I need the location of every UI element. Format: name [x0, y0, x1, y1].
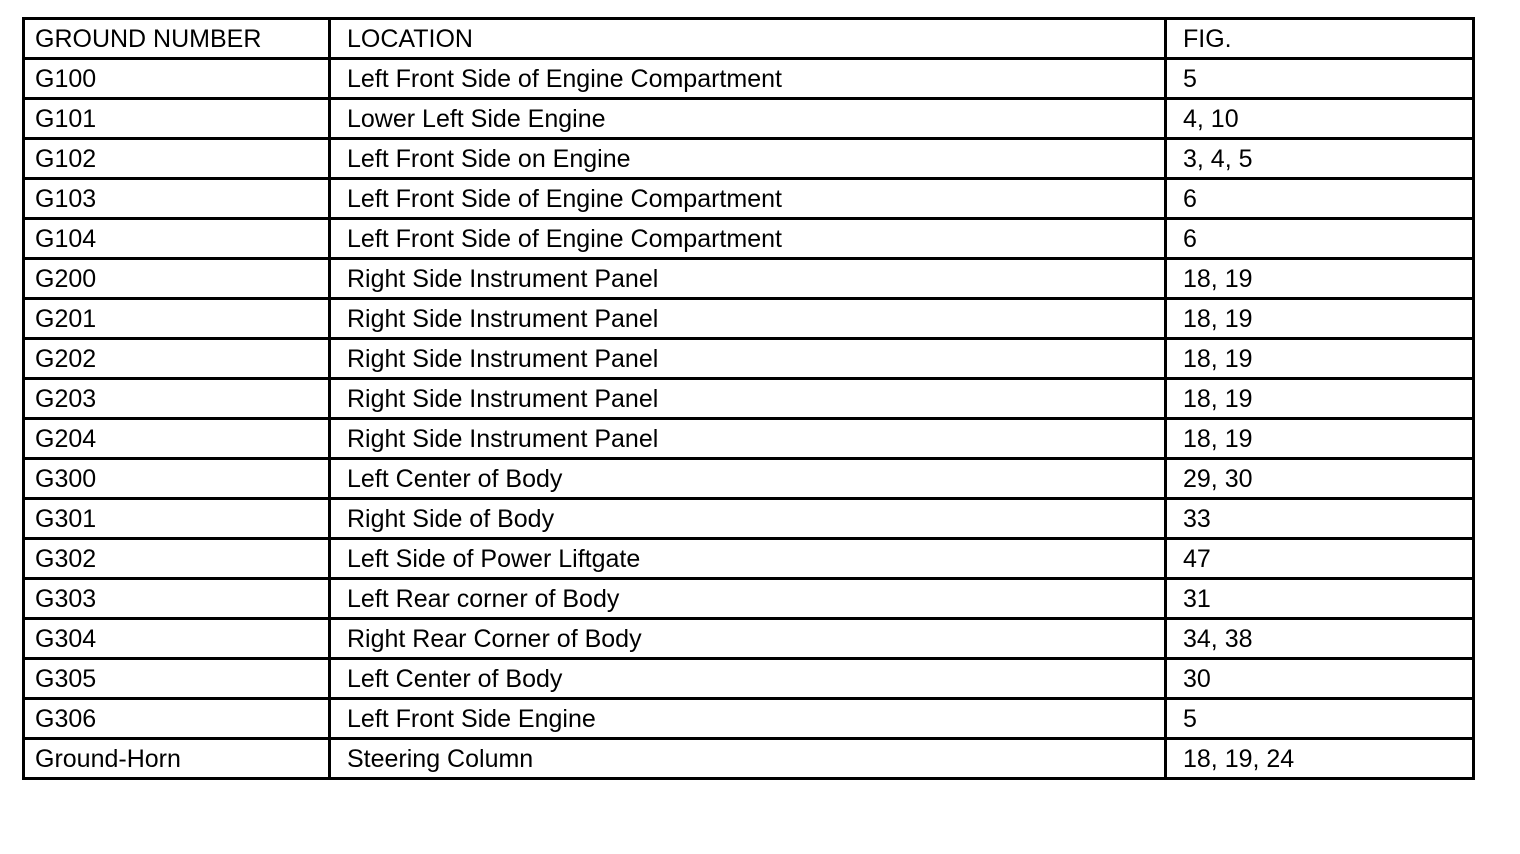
cell-location: Right Side Instrument Panel — [330, 419, 1166, 459]
cell-fig: 4, 10 — [1166, 99, 1474, 139]
table-row — [24, 299, 1474, 339]
cell-ground-number: G306 — [24, 699, 330, 739]
table-row — [24, 259, 1474, 299]
cell-fig: 18, 19 — [1166, 419, 1474, 459]
table-row — [24, 219, 1474, 259]
cell-ground-number: G201 — [24, 299, 330, 339]
cell-fig: 18, 19, 24 — [1166, 739, 1474, 779]
table-row — [24, 139, 1474, 179]
table-row — [24, 579, 1474, 619]
cell-fig: 47 — [1166, 539, 1474, 579]
cell-location: Steering Column — [330, 739, 1166, 779]
table-row — [24, 59, 1474, 99]
table-header-row — [24, 19, 1474, 59]
cell-location: Right Side Instrument Panel — [330, 259, 1166, 299]
cell-location: Left Front Side of Engine Compartment — [330, 59, 1166, 99]
cell-ground-number: G202 — [24, 339, 330, 379]
cell-fig: 3, 4, 5 — [1166, 139, 1474, 179]
cell-location: Left Front Side of Engine Compartment — [330, 219, 1166, 259]
table-row — [24, 379, 1474, 419]
cell-fig: 33 — [1166, 499, 1474, 539]
table-row — [24, 739, 1474, 779]
cell-location: Right Rear Corner of Body — [330, 619, 1166, 659]
cell-ground-number: G302 — [24, 539, 330, 579]
cell-fig: 6 — [1166, 179, 1474, 219]
cell-ground-number: G203 — [24, 379, 330, 419]
cell-ground-number: G301 — [24, 499, 330, 539]
cell-fig: 29, 30 — [1166, 459, 1474, 499]
cell-location: Left Rear corner of Body — [330, 579, 1166, 619]
cell-ground-number: G103 — [24, 179, 330, 219]
table-row — [24, 459, 1474, 499]
cell-fig: 6 — [1166, 219, 1474, 259]
cell-location: Left Front Side on Engine — [330, 139, 1166, 179]
table-row — [24, 99, 1474, 139]
cell-ground-number: G300 — [24, 459, 330, 499]
cell-fig: 30 — [1166, 659, 1474, 699]
cell-fig: 18, 19 — [1166, 379, 1474, 419]
cell-ground-number: Ground-Horn — [24, 739, 330, 779]
table-row — [24, 339, 1474, 379]
cell-ground-number: G303 — [24, 579, 330, 619]
cell-location: Right Side Instrument Panel — [330, 299, 1166, 339]
cell-ground-number: G204 — [24, 419, 330, 459]
cell-ground-number: G104 — [24, 219, 330, 259]
cell-ground-number: G305 — [24, 659, 330, 699]
cell-fig: 34, 38 — [1166, 619, 1474, 659]
cell-fig: 5 — [1166, 59, 1474, 99]
cell-fig: 5 — [1166, 699, 1474, 739]
cell-fig: 31 — [1166, 579, 1474, 619]
cell-fig: 18, 19 — [1166, 259, 1474, 299]
ground-locations-table — [22, 17, 1475, 780]
cell-ground-number: G102 — [24, 139, 330, 179]
header-ground-number: GROUND NUMBER — [24, 19, 330, 59]
cell-fig: 18, 19 — [1166, 339, 1474, 379]
header-fig: FIG. — [1166, 19, 1474, 59]
cell-ground-number: G200 — [24, 259, 330, 299]
cell-location: Left Front Side of Engine Compartment — [330, 179, 1166, 219]
cell-location: Right Side Instrument Panel — [330, 379, 1166, 419]
cell-location: Left Side of Power Liftgate — [330, 539, 1166, 579]
cell-location: Lower Left Side Engine — [330, 99, 1166, 139]
table-row — [24, 419, 1474, 459]
cell-location: Right Side Instrument Panel — [330, 339, 1166, 379]
table-row — [24, 699, 1474, 739]
table-row — [24, 539, 1474, 579]
header-location: LOCATION — [330, 19, 1166, 59]
cell-location: Left Center of Body — [330, 459, 1166, 499]
cell-location: Left Front Side Engine — [330, 699, 1166, 739]
table-row — [24, 499, 1474, 539]
cell-ground-number: G101 — [24, 99, 330, 139]
cell-ground-number: G304 — [24, 619, 330, 659]
table-body — [24, 59, 1474, 779]
cell-location: Left Center of Body — [330, 659, 1166, 699]
table-row — [24, 659, 1474, 699]
table-row — [24, 179, 1474, 219]
cell-ground-number: G100 — [24, 59, 330, 99]
table-row — [24, 619, 1474, 659]
cell-location: Right Side of Body — [330, 499, 1166, 539]
cell-fig: 18, 19 — [1166, 299, 1474, 339]
